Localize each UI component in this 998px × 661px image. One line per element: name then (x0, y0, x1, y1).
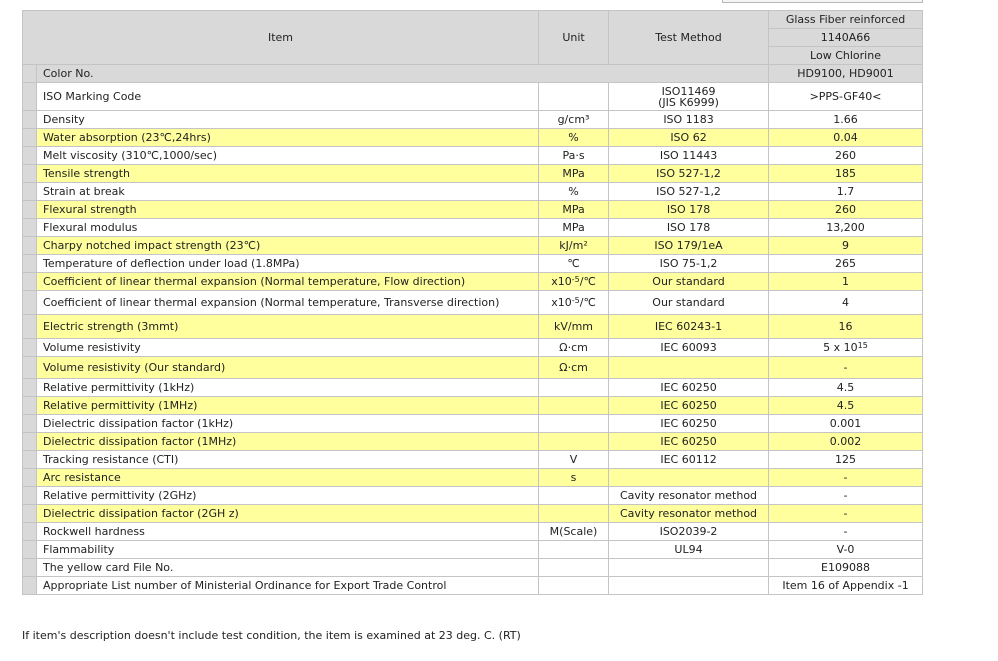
table-row (23, 83, 923, 111)
cell-test-method: Cavity resonator method (609, 505, 769, 523)
cell-item: Melt viscosity (310℃,1000/sec) (37, 147, 539, 165)
row-indicator (23, 469, 37, 487)
cell-test-method: Our standard (609, 291, 769, 315)
row-indicator (23, 273, 37, 291)
cell-test-method: UL94 (609, 541, 769, 559)
row-indicator (23, 201, 37, 219)
unit-tail: /℃ (579, 296, 596, 309)
cell-value: V-0 (769, 541, 923, 559)
cell-test-method: Cavity resonator method (609, 487, 769, 505)
table-row (23, 523, 923, 541)
cell-value: 16 (769, 315, 923, 339)
unit-exponent: -5 (571, 296, 580, 305)
row-indicator (23, 451, 37, 469)
table-row (23, 451, 923, 469)
cell-item: Coefficient of linear thermal expansion (Normal temperature, Flow direction) (37, 273, 539, 291)
value-exponent: 15 (857, 341, 868, 350)
footnote: If item's description doesn't include test condition, the item is examined at 23 deg. C. (RT) (22, 629, 521, 642)
cell-unit: V (539, 451, 609, 469)
cell-unit: ℃ (539, 255, 609, 273)
row-indicator (23, 397, 37, 415)
cell-test-method (609, 559, 769, 577)
cell-test-method: IEC 60250 (609, 433, 769, 451)
cell-unit (539, 577, 609, 595)
cell-value: Item 16 of Appendix -1 (769, 577, 923, 595)
cell-item: Relative permittivity (2GHz) (37, 487, 539, 505)
header-item: Item (23, 11, 539, 65)
cell-value: 0.002 (769, 433, 923, 451)
cell-test-method: IEC 60250 (609, 415, 769, 433)
row-indicator (23, 433, 37, 451)
cell-unit: % (539, 183, 609, 201)
cell-unit: MPa (539, 165, 609, 183)
row-indicator (23, 505, 37, 523)
cell-test-method: ISO 178 (609, 201, 769, 219)
cell-unit: Pa·s (539, 147, 609, 165)
cell-value: 1.66 (769, 111, 923, 129)
row-indicator (23, 415, 37, 433)
color-value: HD9100, HD9001 (769, 65, 923, 83)
table-row (23, 165, 923, 183)
table-row (23, 291, 923, 315)
cell-item: Dielectric dissipation factor (1kHz) (37, 415, 539, 433)
cell-test-method: ISO 527-1,2 (609, 183, 769, 201)
cell-test-method: ISO 11443 (609, 147, 769, 165)
cell-item: Flexural strength (37, 201, 539, 219)
row-indicator (23, 129, 37, 147)
table-row (23, 577, 923, 595)
row-indicator (23, 291, 37, 315)
table-row (23, 559, 923, 577)
cell-value: 1 (769, 273, 923, 291)
cell-unit (539, 379, 609, 397)
table-row (23, 415, 923, 433)
row-indicator (23, 147, 37, 165)
method-line-2: (JIS K6999) (658, 95, 719, 109)
table-row (23, 183, 923, 201)
row-indicator (23, 523, 37, 541)
header-grade-type: Glass Fiber reinforced (769, 11, 923, 29)
table-row (23, 255, 923, 273)
cell-item: Volume resistivity (Our standard) (37, 357, 539, 379)
cell-test-method (609, 357, 769, 379)
cell-item: ISO Marking Code (37, 83, 539, 111)
cell-unit (539, 415, 609, 433)
row-indicator (23, 183, 37, 201)
cell-item: Relative permittivity (1MHz) (37, 397, 539, 415)
cell-item: Tensile strength (37, 165, 539, 183)
cell-item: Temperature of deflection under load (1.8MPa) (37, 255, 539, 273)
header-grade-note: Low Chlorine (769, 47, 923, 65)
row-indicator (23, 111, 37, 129)
table-row (23, 339, 923, 357)
cell-item: Density (37, 111, 539, 129)
cell-value: 4.5 (769, 397, 923, 415)
header-test-method: Test Method (609, 11, 769, 65)
row-indicator (23, 83, 37, 111)
cell-unit (539, 433, 609, 451)
header-unit: Unit (539, 11, 609, 65)
properties-table (22, 10, 923, 595)
cell-item: Volume resistivity (37, 339, 539, 357)
cell-value: - (769, 357, 923, 379)
table-row (23, 147, 923, 165)
cell-item: Flammability (37, 541, 539, 559)
cell-value: 125 (769, 451, 923, 469)
cell-test-method (609, 577, 769, 595)
value-base: 5 x 10 (823, 341, 858, 354)
row-indicator (23, 165, 37, 183)
cell-unit (539, 487, 609, 505)
cell-test-method: ISO 62 (609, 129, 769, 147)
cell-item: Rockwell hardness (37, 523, 539, 541)
cell-item: Arc resistance (37, 469, 539, 487)
cell-test-method: IEC 60243-1 (609, 315, 769, 339)
table-row (23, 397, 923, 415)
header-grade-code: 1140A66 (769, 29, 923, 47)
cell-value: 4 (769, 291, 923, 315)
cell-item: Water absorption (23℃,24hrs) (37, 129, 539, 147)
table-row (23, 315, 923, 339)
cell-unit (539, 291, 609, 315)
cell-unit: kV/mm (539, 315, 609, 339)
cell-unit: MPa (539, 201, 609, 219)
row-indicator (23, 577, 37, 595)
cell-value: 0.04 (769, 129, 923, 147)
row-indicator (23, 65, 37, 83)
cell-unit: % (539, 129, 609, 147)
cell-unit (539, 397, 609, 415)
cell-unit: M(Scale) (539, 523, 609, 541)
unit-exponent: -5 (571, 275, 580, 284)
table-row (23, 469, 923, 487)
row-indicator (23, 541, 37, 559)
unit-tail: /℃ (579, 275, 596, 288)
cell-test-method: ISO 1183 (609, 111, 769, 129)
table-row (23, 357, 923, 379)
table-row (23, 433, 923, 451)
cell-item: The yellow card File No. (37, 559, 539, 577)
table-row (23, 541, 923, 559)
cell-value: 1.7 (769, 183, 923, 201)
table-row (23, 273, 923, 291)
cell-item: Strain at break (37, 183, 539, 201)
cell-unit: kJ/m² (539, 237, 609, 255)
table-row (23, 129, 923, 147)
table-row (23, 111, 923, 129)
cell-item: Coefficient of linear thermal expansion (Normal temperature, Transverse direction) (37, 291, 539, 315)
table-row (23, 237, 923, 255)
row-indicator (23, 487, 37, 505)
cell-value: 265 (769, 255, 923, 273)
cell-item: Flexural modulus (37, 219, 539, 237)
cell-test-method: IEC 60093 (609, 339, 769, 357)
cell-unit: g/cm³ (539, 111, 609, 129)
unit-base: x10 (551, 296, 572, 309)
cell-unit (539, 541, 609, 559)
cell-unit (539, 83, 609, 111)
cell-value: - (769, 469, 923, 487)
color-label: Color No. (37, 65, 769, 83)
header-row (23, 11, 923, 29)
cell-value: E109088 (769, 559, 923, 577)
cell-item: Dielectric dissipation factor (2GH z) (37, 505, 539, 523)
cell-item: Relative permittivity (1kHz) (37, 379, 539, 397)
cell-item: Appropriate List number of Ministerial Ordinance for Export Trade Control (37, 577, 539, 595)
cell-test-method: ISO2039-2 (609, 523, 769, 541)
cell-test-method (609, 83, 769, 111)
cell-unit (539, 559, 609, 577)
cell-value: 0.001 (769, 415, 923, 433)
method-line-1: ISO11469 (661, 84, 716, 98)
row-indicator (23, 379, 37, 397)
top-scroll-stub (722, 0, 923, 3)
cell-item: Electric strength (3mmt) (37, 315, 539, 339)
cell-value: >PPS-GF40< (769, 83, 923, 111)
cell-value: - (769, 505, 923, 523)
color-row (23, 65, 923, 83)
cell-test-method (609, 469, 769, 487)
cell-value: 4.5 (769, 379, 923, 397)
cell-item: Charpy notched impact strength (23℃) (37, 237, 539, 255)
table-row (23, 201, 923, 219)
cell-value: 260 (769, 201, 923, 219)
row-indicator (23, 219, 37, 237)
cell-test-method: IEC 60250 (609, 379, 769, 397)
row-indicator (23, 255, 37, 273)
row-indicator (23, 357, 37, 379)
row-indicator (23, 315, 37, 339)
cell-test-method: ISO 179/1eA (609, 237, 769, 255)
cell-value: 185 (769, 165, 923, 183)
unit-base: x10 (551, 275, 572, 288)
cell-item: Tracking resistance (CTI) (37, 451, 539, 469)
cell-value: 260 (769, 147, 923, 165)
table-row (23, 379, 923, 397)
cell-test-method: ISO 178 (609, 219, 769, 237)
cell-value: 13,200 (769, 219, 923, 237)
row-indicator (23, 339, 37, 357)
cell-test-method: ISO 75-1,2 (609, 255, 769, 273)
cell-unit (539, 273, 609, 291)
cell-item: Dielectric dissipation factor (1MHz) (37, 433, 539, 451)
cell-unit: Ω·cm (539, 357, 609, 379)
cell-unit: MPa (539, 219, 609, 237)
row-indicator (23, 237, 37, 255)
cell-value: - (769, 523, 923, 541)
cell-test-method: Our standard (609, 273, 769, 291)
cell-unit (539, 505, 609, 523)
table-row (23, 505, 923, 523)
cell-value: - (769, 487, 923, 505)
cell-unit: s (539, 469, 609, 487)
cell-unit: Ω·cm (539, 339, 609, 357)
cell-test-method: IEC 60112 (609, 451, 769, 469)
cell-test-method: IEC 60250 (609, 397, 769, 415)
cell-value (769, 339, 923, 357)
row-indicator (23, 559, 37, 577)
table-row (23, 487, 923, 505)
table-row (23, 219, 923, 237)
cell-value: 9 (769, 237, 923, 255)
cell-test-method: ISO 527-1,2 (609, 165, 769, 183)
